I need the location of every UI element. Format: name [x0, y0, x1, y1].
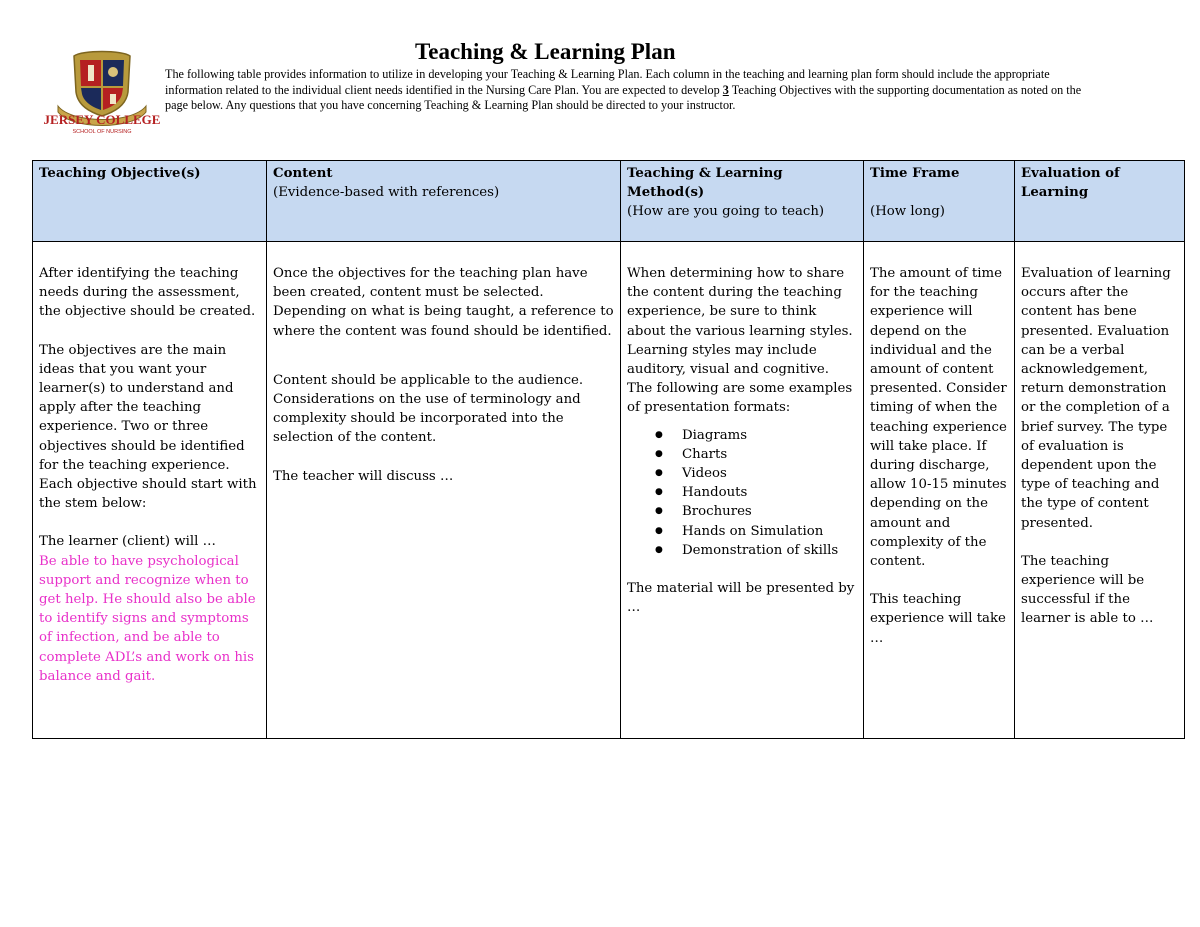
objective-description: The objectives are the main ideas that you want your learner(s) to understand and apply after the teaching experience. Two or three objectives should be identified for the teaching experience. Each objective should start with the stem below:: [39, 342, 257, 512]
time-frame-stem: This teaching experience will take …: [870, 592, 1006, 646]
jersey-college-logo: [44, 48, 160, 138]
header-teaching-objectives: [33, 161, 267, 242]
header-title: Evaluation of Learning: [1021, 166, 1120, 201]
time-frame-guidance: The amount of time for the teaching experience will depend on the individual and the amount of content presented. Consider timing of when the teaching experience will take place. If during discharge, allow 10-15 minutes depending on the amount and complexity of the content.: [870, 266, 1007, 570]
list-item: ● Handouts: [682, 483, 857, 502]
list-item: ● Charts: [682, 445, 857, 464]
method-cell: [621, 242, 864, 739]
intro-text-start: The following table provides information to utilize in developing your Teaching & Learning Plan. Each column in the teaching and learning plan form should include the appropriate information related to the individual client needs identified in the Nursing Care Plan. You are expected to develop: [165, 67, 1050, 97]
table-header-row: [33, 161, 1185, 242]
evaluation-guidance: Evaluation of learning occurs after the content has bene presented. Evaluation can be a verbal acknowledgement, return demonstration or the completion of a brief survey. The type of evaluation is dependent upon the type of teaching and the type of content presented.: [1021, 266, 1171, 531]
list-item: ● Brochures: [682, 502, 857, 521]
intro-text-end: Teaching Objectives with the supporting documentation as noted on the page below. Any questions that you have concerning Teaching & Learning Plan should be directed to your instructor.: [165, 82, 1082, 112]
table-body-row: [33, 242, 1185, 739]
logo-wordmark: JERSEY COLLEGE: [44, 112, 160, 127]
logo-tagline: SCHOOL OF NURSING: [72, 129, 132, 135]
teaching-plan-table: [32, 160, 1185, 739]
objective-stem: The learner (client) will …: [39, 534, 216, 550]
list-item: ● Videos: [682, 464, 857, 483]
method-guidance: When determining how to share the content during the teaching experience, be sure to think about the various learning styles. Learning styles may include auditory, visual and cognitive. The following are some examples of presentation formats:: [627, 266, 853, 416]
header-title: Teaching Objective(s): [39, 166, 201, 181]
time-frame-cell: [864, 242, 1015, 739]
header-content: [267, 161, 621, 242]
header-evaluation: [1015, 161, 1185, 242]
header-title: Content: [273, 166, 333, 181]
intro-paragraph: [165, 67, 1095, 114]
method-stem: The material will be presented by …: [627, 581, 855, 616]
content-stem: The teacher will discuss …: [273, 468, 454, 484]
presentation-formats-list: [627, 426, 857, 560]
evaluation-cell: [1015, 242, 1185, 739]
header-subtitle: (How long): [870, 204, 945, 220]
header-subtitle: (Evidence-based with references): [273, 185, 500, 201]
header-subtitle: (How are you going to teach): [627, 204, 825, 220]
content-cell: [267, 242, 621, 739]
header-teaching-methods: [621, 161, 864, 242]
list-item: ● Demonstration of skills: [682, 541, 857, 560]
evaluation-stem: The teaching experience will be successful if the learner is able to …: [1021, 553, 1154, 627]
page-title: Teaching & Learning Plan: [415, 39, 676, 64]
objective-count: 3: [722, 82, 729, 97]
list-item: ● Diagrams: [682, 426, 857, 445]
header-title: Teaching & Learning Method(s): [627, 166, 783, 201]
header-time-frame: [864, 161, 1015, 242]
content-audience-guidance: Content should be applicable to the audience. Considerations on the use of terminology and complexity should be incorporated into the selection of the content.: [273, 372, 584, 446]
content-selection-guidance: Once the objectives for the teaching plan have been created, content must be selected. Depending on what is being taught, a reference to where the content was found should be identified.: [273, 266, 614, 339]
objective-guidance: After identifying the teaching needs during the assessment, the objective should be created.: [39, 266, 256, 320]
list-item: ● Hands on Simulation: [682, 522, 857, 541]
objective-answer: Be able to have psychological support and recognize when to get help. He should also be able to identify signs and symptoms of infection, and be able to complete ADL’s and work on his balance and gait.: [39, 553, 256, 684]
header-title: Time Frame: [870, 166, 960, 181]
objective-cell: [33, 242, 267, 739]
